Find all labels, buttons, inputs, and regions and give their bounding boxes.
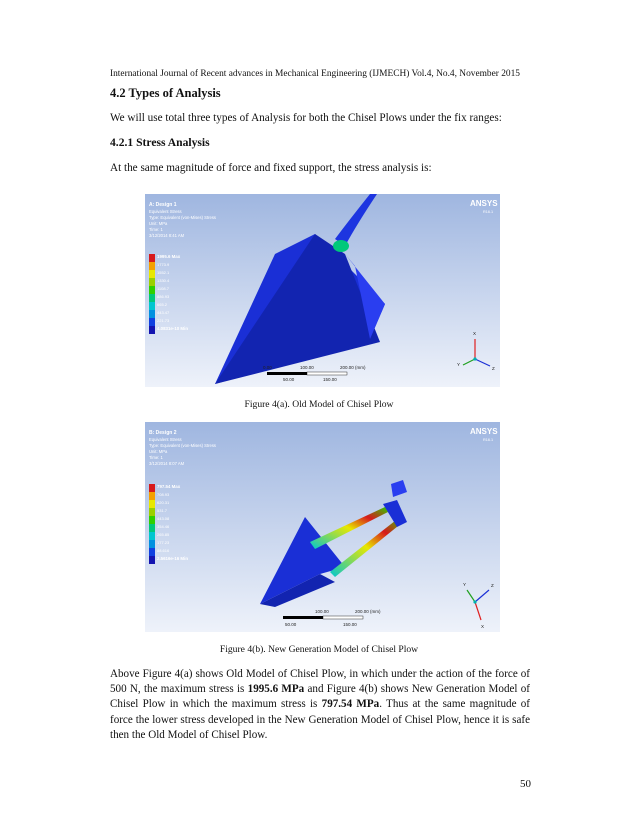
section-intro: We will use total three types of Analysis for both the Chisel Plows under the fix ranges: [110,112,502,124]
max-stress-old: 1995.6 MPa [247,683,305,696]
svg-text:Z: Z [491,583,494,588]
svg-text:3/12/2014 8:07 AM: 3/12/2014 8:07 AM [149,461,185,466]
legend-label: 620.31 [157,500,170,505]
svg-text:200.00 (mm): 200.00 (mm) [355,609,381,614]
svg-text:Unit: MPa: Unit: MPa [149,221,168,226]
journal-header: International Journal of Recent advances in Mechanical Engineering (IJMECH) Vol.4, No.4, November 2015 [110,69,520,79]
svg-text:150.00: 150.00 [323,377,337,382]
legend-label: 531.7 [157,508,168,513]
svg-text:Type: Equivalent (von-Mises) S: Type: Equivalent (von-Mises) Stress [149,443,217,448]
svg-text:Z: Z [492,366,495,371]
legend-swatch [149,516,155,524]
ansys-version: R16.1 [483,438,494,442]
legend-swatch [149,484,155,492]
legend-label: 1330.4 [157,278,170,283]
legend-swatch [149,556,155,564]
svg-text:A: Design 1: A: Design 1 [149,202,177,208]
legend-swatch [149,540,155,548]
legend-swatch [149,278,155,286]
legend-label: 4.0831e-10 Min [157,326,188,331]
svg-text:X: X [481,624,485,629]
svg-text:Type: Equivalent (von-Mises) S: Type: Equivalent (von-Mises) Stress [149,215,217,220]
svg-text:X: X [473,331,477,336]
legend-swatch [149,254,155,262]
legend-label: 1773.9 [157,262,170,267]
ansys-logo: ANSYS [470,199,498,208]
legend-label: 1995.6 Max [157,254,181,259]
svg-text:Time: 1: Time: 1 [149,455,163,460]
legend-label: 797.54 Max [157,484,181,489]
legend-swatch [149,532,155,540]
legend-swatch [149,548,155,556]
legend-swatch [149,286,155,294]
svg-text:200.00 (mm): 200.00 (mm) [340,365,366,370]
legend-swatch [149,302,155,310]
svg-text:150.00: 150.00 [343,622,357,627]
conclusion-text: Above Figure 4(a) shows Old Model of Chisel Plow, in which under the action of the force of 500 N, the maximum stress is [110,668,530,696]
legend-label: 177.23 [157,540,170,545]
legend-swatch [149,270,155,278]
legend-label: 265.85 [157,532,170,537]
svg-text:Y: Y [457,362,461,367]
svg-text:Equivalent Stress: Equivalent Stress [149,437,182,442]
legend-label: 665.2 [157,302,168,307]
subsection-intro: At the same magnitude of force and fixed support, the stress analysis is: [110,162,432,174]
legend-label: 443.47 [157,310,170,315]
svg-text:Time: 1: Time: 1 [149,227,163,232]
legend-label: 221.73 [157,318,170,323]
subsection-title: 4.2.1 Stress Analysis [110,136,210,149]
conclusion-text: and Figure 4(b) shows New Generation Model of Chisel Plow in which the maximum stress is [110,683,531,711]
svg-text:0.00: 0.00 [263,365,272,370]
legend-label: 708.93 [157,492,170,497]
svg-text:50.00: 50.00 [283,377,295,382]
page-number: 50 [520,778,531,790]
conclusion-paragraph [110,667,530,743]
legend-swatch [149,294,155,302]
legend-label: 443.08 [157,516,170,521]
svg-text:Unit: MPa: Unit: MPa [149,449,168,454]
svg-text:100.00: 100.00 [315,609,329,614]
ansys-logo: ANSYS [470,427,498,436]
svg-text:50.00: 50.00 [285,622,297,627]
figure-4a-caption: Figure 4(a). Old Model of Chisel Plow [244,399,394,410]
legend-swatch [149,318,155,326]
figure-4a-image [145,194,500,387]
svg-text:Equivalent Stress: Equivalent Stress [149,209,182,214]
legend-label: 1552.1 [157,270,170,275]
figure-4b-caption: Figure 4(b). New Generation Model of Chisel Plow [219,644,419,655]
legend-label: 2.5616e-16 Min [157,556,188,561]
svg-text:3/12/2014 8:41 AM: 3/12/2014 8:41 AM [149,233,185,238]
legend-label: 88.616 [157,548,170,553]
legend-swatch [149,262,155,270]
legend-swatch [149,524,155,532]
max-stress-new: 797.54 MPa [321,698,380,711]
legend-label: 1108.7 [157,286,169,291]
legend-swatch [149,508,155,516]
section-title: 4.2 Types of Analysis [110,86,221,100]
legend-swatch [149,310,155,318]
ansys-version: R16.1 [483,210,494,214]
svg-text:B: Design 2: B: Design 2 [149,430,177,436]
legend-label: 354.46 [157,524,170,529]
svg-text:Y: Y [463,582,467,587]
stress-hotspot-old [333,240,349,252]
legend-swatch [149,492,155,500]
conclusion-text: . Thus at the same magnitude of force the lower stress developed in the New Generation Model of Chisel Plow, hence it is safe then the Old Model of Chisel Plow. [110,698,531,741]
figure-4b-image [145,422,500,632]
legend-swatch [149,500,155,508]
legend-label: 886.93 [157,294,170,299]
legend-swatch [149,326,155,334]
svg-text:100.00: 100.00 [300,365,314,370]
